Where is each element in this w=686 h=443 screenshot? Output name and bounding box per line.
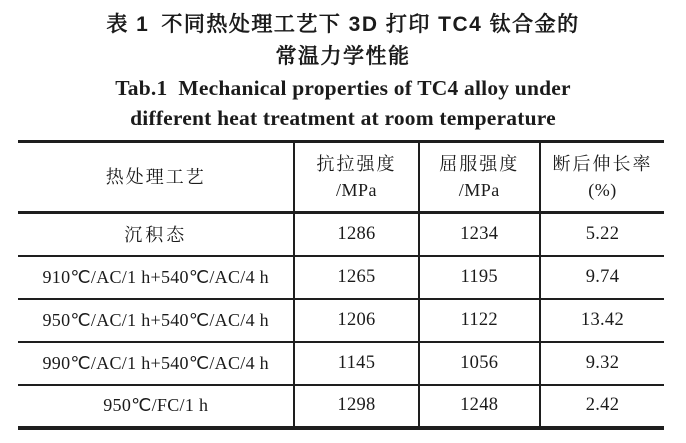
column-header-tensile-unit: /MPa bbox=[335, 180, 377, 200]
cell-process: 950℃/AC/1 h+540℃/AC/4 h bbox=[18, 299, 294, 342]
column-header-process bbox=[18, 142, 294, 213]
table-row bbox=[18, 385, 664, 428]
column-header-tensile bbox=[294, 142, 418, 213]
caption-zh-line2: 常温力学性能 bbox=[275, 45, 411, 68]
table-row bbox=[18, 256, 664, 299]
column-header-process-label: 热处理工艺 bbox=[105, 167, 206, 187]
column-header-tensile-label: 抗拉强度 bbox=[316, 154, 397, 174]
header-row bbox=[18, 142, 664, 213]
column-header-yield-label: 屈服强度 bbox=[439, 154, 520, 174]
cell-yield-strength: 1248 bbox=[419, 385, 540, 428]
cell-yield-strength: 1234 bbox=[419, 213, 540, 256]
column-header-elongation-label: 断后伸长率 bbox=[552, 154, 653, 174]
column-header-elongation-unit: (%) bbox=[588, 180, 617, 200]
column-header-yield bbox=[419, 142, 540, 213]
cell-tensile-strength: 1298 bbox=[294, 385, 418, 428]
cell-tensile-strength: 1265 bbox=[294, 256, 418, 299]
caption-zh-line1: 表 1 不同热处理工艺下 3D 打印 TC4 钛合金的 bbox=[106, 13, 580, 36]
column-header-elongation bbox=[540, 142, 664, 213]
cell-tensile-strength: 1286 bbox=[294, 213, 418, 256]
cell-tensile-strength: 1145 bbox=[294, 342, 418, 385]
column-header-yield-unit: /MPa bbox=[458, 180, 500, 200]
caption-en-line1: Tab.1 Mechanical properties of TC4 alloy under bbox=[115, 76, 571, 100]
cell-tensile-strength: 1206 bbox=[294, 299, 418, 342]
cell-process: 910℃/AC/1 h+540℃/AC/4 h bbox=[18, 256, 294, 299]
cell-elongation: 5.22 bbox=[540, 213, 664, 256]
caption-en-line2: different heat treatment at room temperature bbox=[130, 106, 556, 130]
cell-elongation: 9.32 bbox=[540, 342, 664, 385]
cell-process: 沉积态 bbox=[124, 225, 188, 246]
table-row bbox=[18, 299, 664, 342]
cell-yield-strength: 1195 bbox=[419, 256, 540, 299]
table-row bbox=[18, 342, 664, 385]
cell-elongation: 2.42 bbox=[540, 385, 664, 428]
cell-process: 990℃/AC/1 h+540℃/AC/4 h bbox=[18, 342, 294, 385]
cell-yield-strength: 1056 bbox=[419, 342, 540, 385]
table-caption bbox=[0, 9, 686, 133]
cell-elongation: 13.42 bbox=[540, 299, 664, 342]
cell-process: 950℃/FC/1 h bbox=[18, 385, 294, 428]
mechanical-properties-table bbox=[18, 140, 664, 430]
cell-elongation: 9.74 bbox=[540, 256, 664, 299]
table-row bbox=[18, 213, 664, 256]
cell-yield-strength: 1122 bbox=[419, 299, 540, 342]
